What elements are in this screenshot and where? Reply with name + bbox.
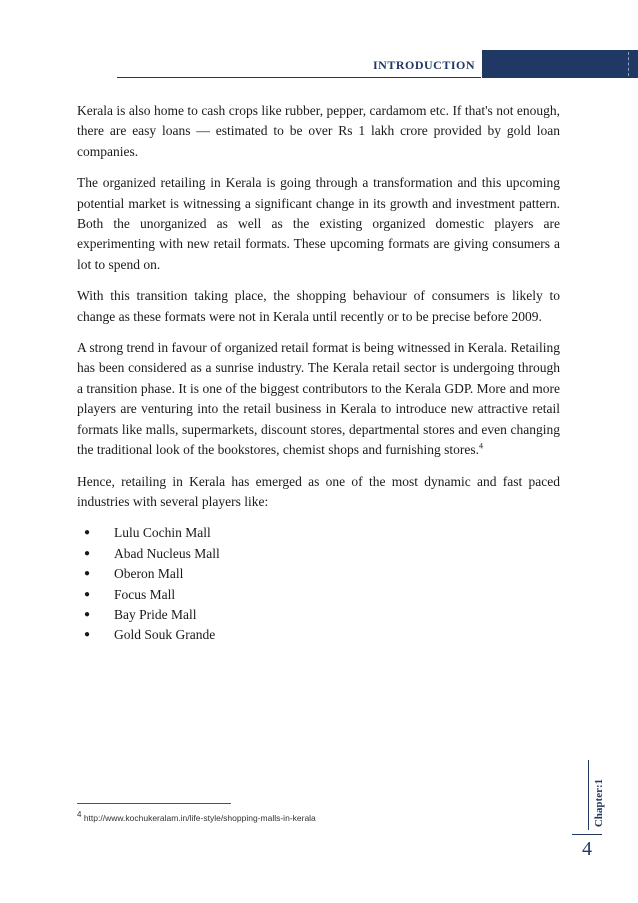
- list-item: [84, 605, 560, 625]
- chapter-bar: [588, 760, 589, 830]
- bullet-icon: ●: [84, 527, 91, 539]
- paragraph-4-text: A strong trend in favour of organized retail format is being witnessed in Kerala. Retailing has been considered as a sunrise industry. The Kerala retail sector is undergoing through a transition phase. It is one of the biggest contributors to the Kerala GDP. More and more players are venturing into the retail business in Kerala to introduce new attractive retail formats like malls, supermarkets, discount stores, departmental stores and even changing the traditional look of the bookstores, chemist shops and furnishing stores.: [77, 340, 560, 458]
- footnote: [77, 810, 316, 823]
- bullet-icon: ●: [84, 588, 91, 600]
- body-text: [77, 101, 560, 646]
- page-number-rule: [572, 834, 602, 835]
- bullet-icon: ●: [84, 568, 91, 580]
- list-item-label: Lulu Cochin Mall: [114, 525, 211, 541]
- list-item-label: Focus Mall: [114, 586, 176, 602]
- list-item: [84, 625, 560, 645]
- footnote-reference[interactable]: 4: [478, 441, 483, 451]
- list-item-label: Bay Pride Mall: [114, 606, 197, 622]
- bullet-icon: ●: [84, 547, 91, 559]
- paragraph-2: The organized retailing in Kerala is going through a transformation and this upcoming potential market is witnessing a significant change in its growth and investment pattern. Both the unorganized as well as the existing organized domestic players are experimenting with new retail formats. These upcoming formats are giving consumers a lot to spend on.: [77, 175, 560, 272]
- list-item: [84, 564, 560, 584]
- footnote-rule: [77, 803, 231, 804]
- list-item: [84, 523, 560, 543]
- list-item-label: Abad Nucleus Mall: [114, 545, 220, 561]
- bullet-icon: ●: [84, 608, 91, 620]
- mall-list: [77, 523, 560, 645]
- footnote-link[interactable]: http://www.kochukeralam.in/life-style/shopping-malls-in-kerala: [83, 813, 316, 823]
- paragraph-1: Kerala is also home to cash crops like rubber, pepper, cardamom etc. If that's not enough, there are easy loans — estimated to be over Rs 1 lakh crore provided by gold loan companies.: [77, 103, 560, 159]
- paragraph-4: [77, 338, 560, 460]
- running-header-title: INTRODUCTION: [372, 58, 475, 72]
- bullet-icon: ●: [84, 629, 91, 641]
- header-block-divider: [628, 52, 629, 76]
- header-rule: [117, 77, 481, 78]
- list-item-label: Gold Souk Grande: [114, 627, 216, 643]
- page-number: 4: [582, 838, 592, 860]
- list-item-label: Oberon Mall: [114, 566, 184, 582]
- chapter-label: Chapter:1: [593, 778, 605, 828]
- paragraph-3: With this transition taking place, the shopping behaviour of consumers is likely to change as these formats were not in Kerala until recently or to be precise before 2009.: [77, 288, 560, 324]
- paragraph-5: Hence, retailing in Kerala has emerged as one of the most dynamic and fast paced industries with several players like:: [77, 473, 560, 509]
- list-item: [84, 544, 560, 564]
- list-item: [84, 585, 560, 605]
- header-color-block: [482, 50, 638, 78]
- footnote-number: 4: [77, 810, 82, 820]
